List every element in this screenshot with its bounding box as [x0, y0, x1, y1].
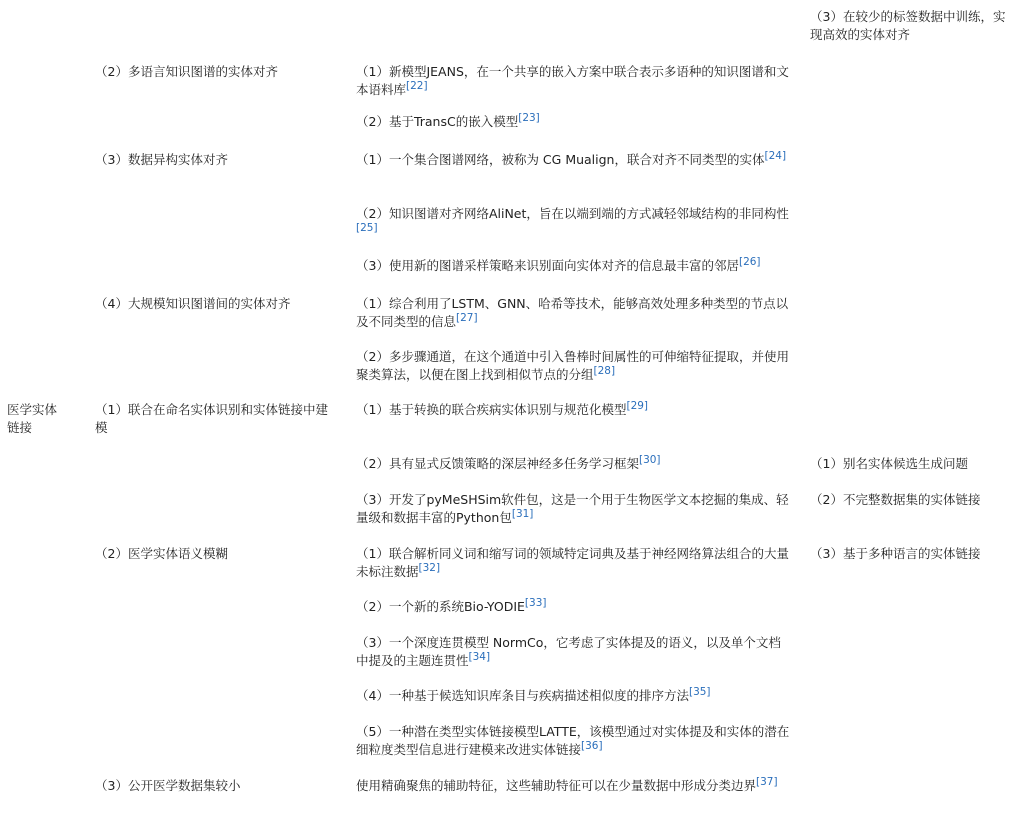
cell-text: （3）基于多种语言的实体链接 [810, 546, 981, 561]
table-cell [356, 455, 792, 473]
cell-text: （2）多步骤通道，在这个通道中引入鲁棒时间属性的可伸缩特征提取，并使用聚类算法，以便在图上找到相似节点的分组 [356, 349, 789, 382]
cell-text: （1）基于转换的联合疾病实体识别与规范化模型 [356, 402, 627, 417]
cell-text: （1）别名实体候选生成问题 [810, 456, 968, 471]
cell-text: （1）联合解析同义词和缩写词的领域特定词典及基于神经网络算法组合的大量未标注数据 [356, 546, 789, 579]
table-cell [7, 401, 67, 437]
cell-text: （2）不完整数据集的实体链接 [810, 492, 981, 507]
cell-text: （2）基于TransC的嵌入模型 [356, 114, 519, 129]
cell-text: （5）一种潜在类型实体链接模型LATTE，该模型通过对实体提及和实体的潜在细粒度类型信息进行建模来改进实体链接 [356, 724, 790, 757]
citation-link[interactable]: [22] [406, 80, 428, 92]
table-cell [356, 687, 792, 705]
table-cell [356, 295, 792, 331]
cell-text: （3）开发了pyMeSHSim软件包，这是一个用于生物医学文本挖掘的集成、轻量级和数据丰富的Python包 [356, 492, 789, 525]
citation-link[interactable]: [31] [511, 508, 534, 520]
table-cell [356, 63, 792, 99]
cell-text: （3）公开医学数据集较小 [95, 778, 241, 793]
cell-text: （1）新模型JEANS，在一个共享的嵌入方案中联合表示多语种的知识图谱和文本语料库 [356, 64, 789, 97]
table-cell [356, 113, 792, 131]
cell-text: （2）医学实体语义模糊 [95, 546, 228, 561]
table-cell [95, 151, 340, 169]
cell-text: 使用精确聚焦的辅助特征，这些辅助特征可以在少量数据中形成分类边界 [356, 778, 757, 793]
table-cell [356, 205, 792, 241]
cell-text: （1）综合利用了LSTM、GNN、哈希等技术，能够高效处理多种类型的节点以及不同类型的信息 [356, 296, 789, 329]
table-cell [356, 545, 792, 581]
cell-text: （3）一个深度连贯模型 NormCo，它考虑了实体提及的语义，以及单个文档中提及的主题连贯性 [356, 635, 781, 668]
table-cell [356, 491, 792, 527]
citation-link[interactable]: [25] [356, 222, 378, 234]
cell-text: （3）使用新的图谱采样策略来识别面向实体对齐的信息最丰富的邻居 [356, 258, 739, 273]
cell-text: （2）多语言知识图谱的实体对齐 [95, 64, 278, 79]
cell-text: （1）一个集合图谱网络，被称为 CG Mualign，联合对齐不同类型的实体 [356, 152, 765, 167]
table-cell [95, 545, 340, 563]
table-cell [95, 777, 340, 795]
table-cell [356, 257, 792, 275]
table-cell [356, 723, 792, 759]
table-cell [356, 348, 792, 384]
citation-link[interactable]: [29] [626, 400, 649, 412]
cell-text: （2）具有显式反馈策略的深层神经多任务学习框架 [356, 456, 639, 471]
cell-text: 医学实体链接 [7, 402, 58, 435]
citation-link[interactable]: [28] [593, 365, 616, 377]
citation-link[interactable]: [23] [518, 112, 540, 124]
table-cell [810, 491, 1015, 509]
citation-link[interactable]: [36] [581, 740, 603, 752]
table-cell [356, 634, 792, 670]
table-cell [356, 401, 792, 419]
table-cell [356, 777, 792, 795]
cell-text: （4）大规模知识图谱间的实体对齐 [95, 296, 291, 311]
citation-link[interactable]: [32] [418, 562, 441, 574]
citation-link[interactable]: [30] [638, 454, 661, 466]
cell-text: （3）在较少的标签数据中训练，实现高效的实体对齐 [810, 9, 1006, 42]
table-cell [356, 598, 792, 616]
table-cell [810, 545, 1015, 563]
cell-text: （1）联合在命名实体识别和实体链接中建模 [95, 402, 328, 435]
table-cell [95, 401, 340, 437]
citation-link[interactable]: [27] [456, 312, 478, 324]
table-cell [95, 63, 340, 81]
citation-link[interactable]: [34] [468, 651, 491, 663]
table-cell [356, 151, 792, 169]
citation-link[interactable]: [35] [688, 686, 711, 698]
table-cell [810, 8, 1015, 44]
table-cell [810, 455, 1015, 473]
cell-text: （2）知识图谱对齐网络AliNet，旨在以端到端的方式减轻邻域结构的非同构性 [356, 206, 789, 221]
citation-link[interactable]: [33] [524, 597, 547, 609]
cell-text: （3）数据异构实体对齐 [95, 152, 228, 167]
citation-link[interactable]: [26] [738, 256, 761, 268]
table-cell [95, 295, 340, 313]
cell-text: （4）一种基于候选知识库条目与疾病描述相似度的排序方法 [356, 688, 689, 703]
citation-link[interactable]: [37] [756, 776, 778, 788]
citation-link[interactable]: [24] [764, 150, 787, 162]
cell-text: （2）一个新的系统Bio-YODIE [356, 599, 525, 614]
